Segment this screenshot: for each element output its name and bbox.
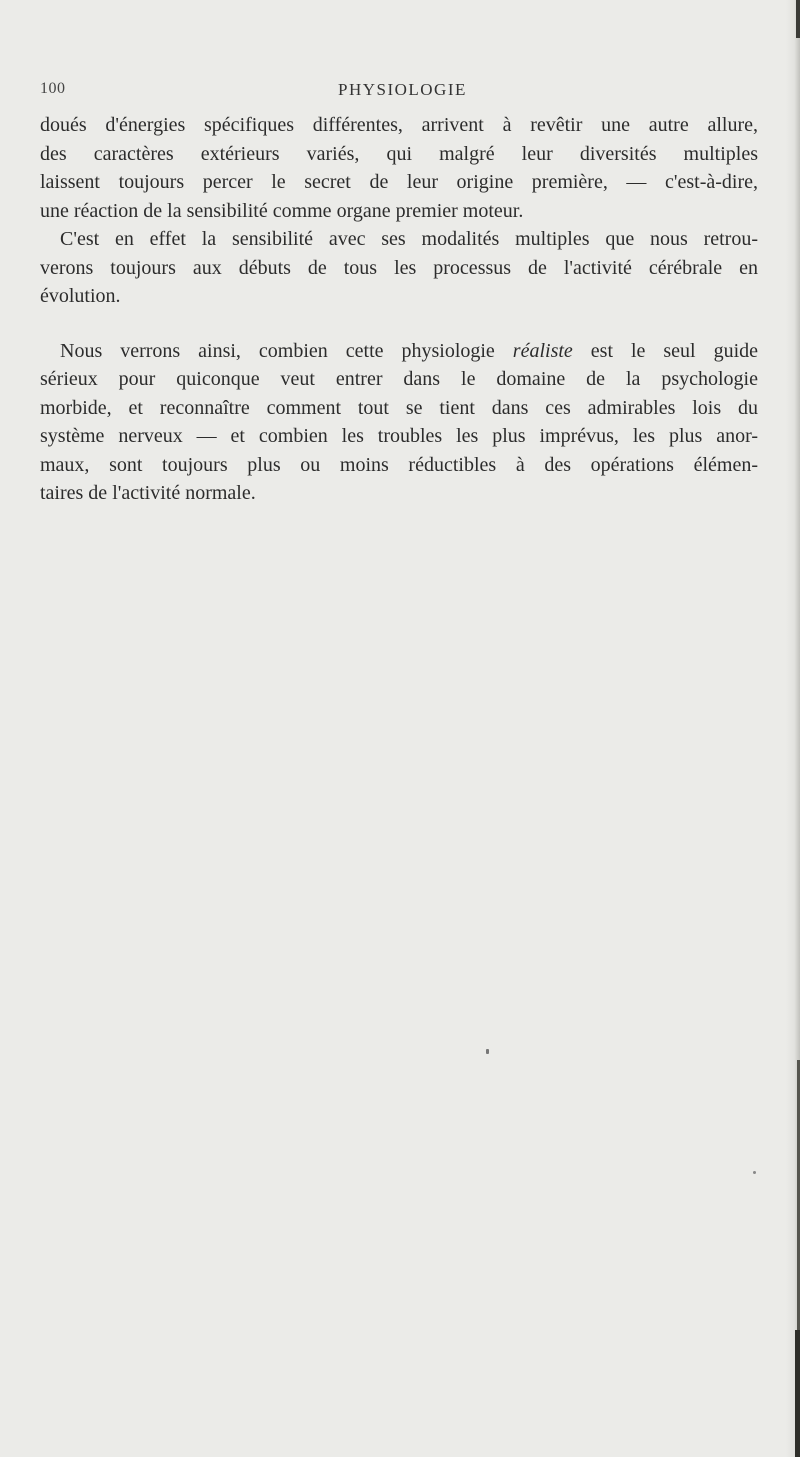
running-header (40, 80, 760, 106)
text-line: morbide, et reconnaître comment tout se tient dans ces admirables lois du (40, 396, 758, 419)
text-line: système nerveux — et combien les troubles les plus imprévus, les plus anor- (40, 425, 758, 447)
page-number: 100 (40, 80, 66, 97)
text-line: verons toujours aux débuts de tous les processus de l'activité cérébrale en (40, 256, 758, 279)
text-line: taires de l'activité normale. (40, 482, 256, 504)
text-line: des caractères extérieurs variés, qui malgré leur diversités multiples (40, 142, 758, 165)
text-line: maux, sont toujours plus ou moins réductibles à des opérations élémen- (40, 453, 758, 476)
text-line: C'est en effet la sensibilité avec ses modalités multiples que nous retrou- (60, 228, 758, 250)
ink-speck (753, 1171, 756, 1174)
text-segment: Nous verrons ainsi, combien cette physiologie (60, 339, 495, 362)
page-edge-mark (796, 0, 800, 38)
running-title: PHYSIOLOGIE (338, 80, 467, 99)
text-line: doués d'énergies spécifiques différentes, arrivent à revêtir une autre allure, (40, 114, 758, 136)
text-line: une réaction de la sensibilité comme organe premier moteur. (40, 199, 524, 222)
paragraph-2 (40, 225, 758, 311)
paragraph-3 (40, 337, 758, 508)
text-line: laissent toujours percer le secret de leur origine première, — c'est-à-dire, (40, 171, 758, 193)
text-line-with-italic (40, 337, 758, 366)
text-segment: est le seul guide (590, 339, 758, 362)
ink-speck (486, 1049, 489, 1054)
italic-word: réaliste (512, 339, 573, 362)
text-line: sérieux pour quiconque veut entrer dans le domaine de la psychologie (40, 368, 758, 390)
body-text (40, 111, 758, 508)
paragraph-1 (40, 111, 758, 225)
paragraph-gap (40, 311, 758, 337)
text-line: évolution. (40, 285, 121, 307)
page-edge-mark (795, 1330, 800, 1457)
